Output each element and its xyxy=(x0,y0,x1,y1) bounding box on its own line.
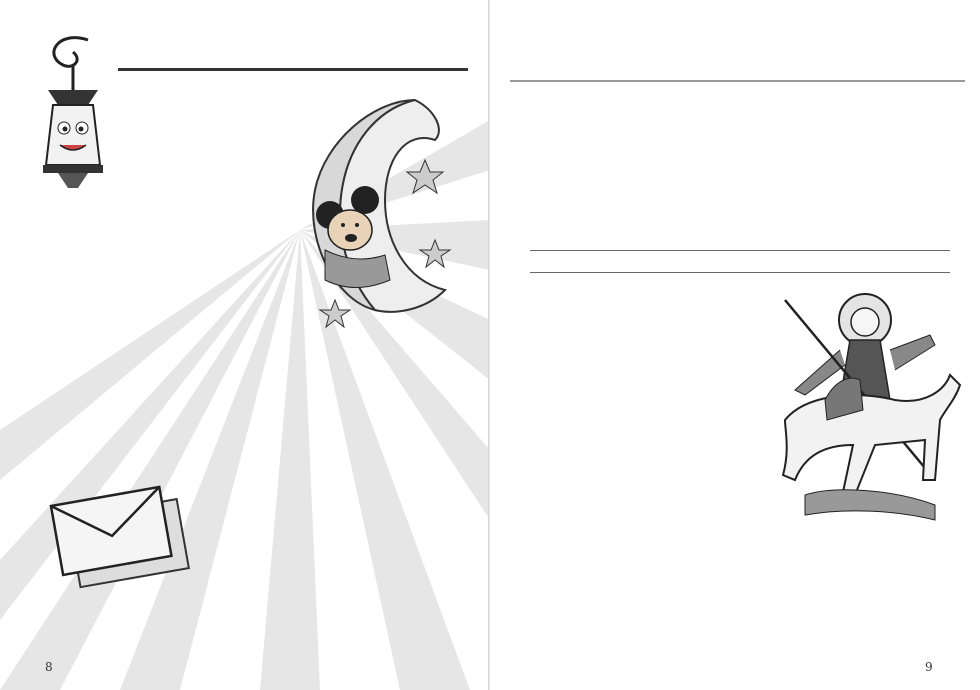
article-paragraph xyxy=(58,240,298,280)
article-paragraph xyxy=(58,420,453,464)
article-paragraph xyxy=(525,283,755,363)
article-paragraph xyxy=(525,495,765,540)
article-paragraph xyxy=(525,555,965,645)
page-number: 8 xyxy=(45,660,53,674)
article-paragraph xyxy=(58,295,453,415)
section-rule-bottom xyxy=(530,272,950,273)
article-paragraph xyxy=(118,95,298,235)
page-number: 9 xyxy=(925,660,933,674)
saint-on-horse-illustration xyxy=(765,280,965,535)
section-rule-top xyxy=(530,250,950,251)
envelope-illustration xyxy=(42,470,192,600)
intro-paragraph xyxy=(525,125,965,245)
title-underline xyxy=(118,68,468,71)
lamp-illustration xyxy=(28,30,118,190)
right-page xyxy=(490,0,980,690)
article-paragraph xyxy=(525,372,760,482)
title-underline xyxy=(510,80,965,82)
